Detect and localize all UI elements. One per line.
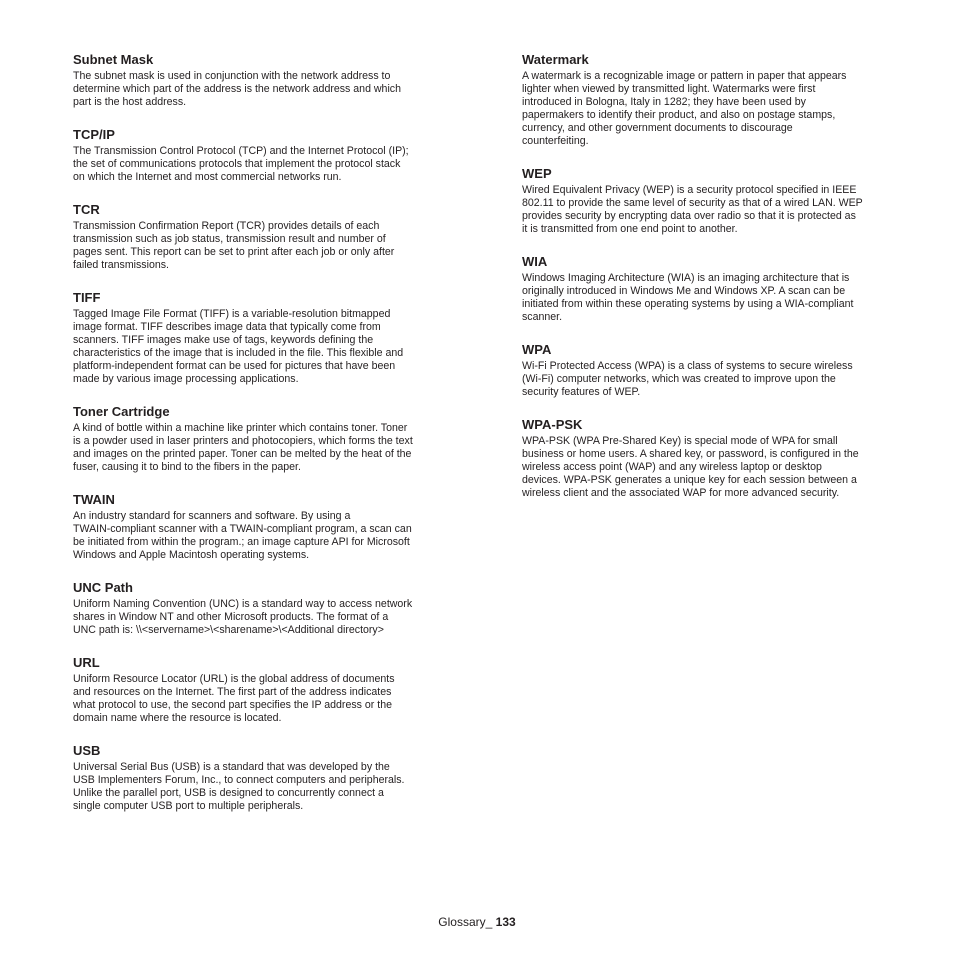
definition-line: what protocol to use, the second part specifies the IP address or the xyxy=(73,699,392,711)
glossary-entry xyxy=(73,404,451,474)
glossary-entry xyxy=(73,655,451,725)
glossary-entry xyxy=(73,52,451,109)
glossary-term: Toner Cartridge xyxy=(73,404,170,419)
glossary-term: TCP/IP xyxy=(73,127,115,142)
definition-line: and images on the printed paper. Toner can be melted by the heat of the xyxy=(73,448,412,460)
definition-line: Unlike the parallel port, USB is designed to concurrently connect a xyxy=(73,787,384,799)
definition-line: Tagged Image File Format (TIFF) is a variable-resolution bitmapped xyxy=(73,308,391,320)
definition-line: Universal Serial Bus (USB) is a standard that was developed by the xyxy=(73,761,390,773)
definition-line: business or home users. A shared key, or password, is configured in the xyxy=(522,448,859,460)
glossary-definition xyxy=(73,598,451,637)
glossary-term: WPA-PSK xyxy=(522,417,583,432)
definition-line: shares in Window NT and other Microsoft products. The format of a xyxy=(73,611,389,623)
glossary-definition xyxy=(73,308,451,386)
definition-line: domain name where the resource is located. xyxy=(73,712,282,724)
definition-line: 802.11 to provide the same level of security as that of a wired LAN. WEP xyxy=(522,197,863,209)
definition-line: part is the host address. xyxy=(73,96,187,108)
definition-line: image format. TIFF describes image data that typically come from xyxy=(73,321,381,333)
page-number: 133 xyxy=(495,915,516,929)
glossary-definition xyxy=(522,184,900,236)
definition-line: initiated from within these operating systems by using a WIA-compliant xyxy=(522,298,854,310)
definition-line: scanner. xyxy=(522,311,563,323)
definition-line: Wired Equivalent Privacy (WEP) is a security protocol specified in IEEE xyxy=(522,184,857,196)
glossary-left-column xyxy=(73,52,451,831)
glossary-entry xyxy=(73,290,451,386)
glossary-definition xyxy=(73,761,451,813)
definition-line: Windows and Apple Macintosh operating systems. xyxy=(73,549,310,561)
definition-line: The Transmission Control Protocol (TCP) and the Internet Protocol (IP); xyxy=(73,145,409,157)
glossary-entry xyxy=(73,492,451,562)
definition-line: originally introduced in Windows Me and Windows XP. A scan can be xyxy=(522,285,846,297)
glossary-entry xyxy=(522,52,900,148)
definition-line: the set of communications protocols that implement the protocol stack xyxy=(73,158,401,170)
definition-line: A kind of bottle within a machine like printer which contains toner. Toner xyxy=(73,422,408,434)
definition-line: failed transmissions. xyxy=(73,259,169,271)
glossary-definition xyxy=(522,360,900,399)
definition-line: be initiated from within the program.; an image capture API for Microsoft xyxy=(73,536,410,548)
definition-line: The subnet mask is used in conjunction with the network address to xyxy=(73,70,391,82)
definition-line: Windows Imaging Architecture (WIA) is an imaging architecture that is xyxy=(522,272,850,284)
glossary-term: URL xyxy=(73,655,100,670)
glossary-definition xyxy=(73,145,451,184)
definition-line: TWAIN-compliant scanner with a TWAIN-compliant program, a scan can xyxy=(73,523,412,535)
glossary-definition xyxy=(73,220,451,272)
definition-line: Uniform Resource Locator (URL) is the global address of documents xyxy=(73,673,395,685)
glossary-entry xyxy=(73,743,451,813)
glossary-term: Subnet Mask xyxy=(73,52,154,67)
definition-line: Wi-Fi Protected Access (WPA) is a class of systems to secure wireless xyxy=(522,360,853,372)
definition-line: and resources on the Internet. The first part of the address indicates xyxy=(73,686,392,698)
glossary-definition xyxy=(522,435,900,500)
glossary-definition xyxy=(73,70,451,109)
definition-line: security features of WEP. xyxy=(522,386,641,398)
definition-line: counterfeiting. xyxy=(522,135,589,147)
definition-line: single computer USB port to multiple peripherals. xyxy=(73,800,304,812)
definition-line: A watermark is a recognizable image or pattern in paper that appears xyxy=(522,70,847,82)
definition-line: characteristics of the image that is included in the file. This flexible and xyxy=(73,347,404,359)
glossary-entry xyxy=(522,254,900,324)
glossary-definition xyxy=(73,510,451,562)
glossary-definition xyxy=(73,422,451,474)
glossary-definition xyxy=(73,673,451,725)
definition-line: devices. WPA-PSK generates a unique key for each session between a xyxy=(522,474,857,486)
definition-line: Transmission Confirmation Report (TCR) provides details of each xyxy=(73,220,380,232)
definition-line: made by various image processing applications. xyxy=(73,373,299,385)
glossary-term: Watermark xyxy=(522,52,589,67)
definition-line: introduced in Bologna, Italy in 1282; they have been used by xyxy=(522,96,806,108)
glossary-term: WEP xyxy=(522,166,552,181)
glossary-term: TWAIN xyxy=(73,492,115,507)
definition-line: is a powder used in laser printers and photocopiers, which forms the text xyxy=(73,435,413,447)
glossary-entry xyxy=(522,166,900,236)
definition-line: it is transmitted from one end point to another. xyxy=(522,223,738,235)
definition-line: lighter when viewed by transmitted light. Watermarks were first xyxy=(522,83,816,95)
definition-line: fuser, causing it to bind to the fibers in the paper. xyxy=(73,461,301,473)
definition-line: (Wi-Fi) computer networks, which was created to improve upon the xyxy=(522,373,836,385)
glossary-entry xyxy=(522,342,900,399)
glossary-entry xyxy=(73,580,451,637)
definition-line: wireless access point (WAP) and any wireless laptop or desktop xyxy=(522,461,822,473)
definition-line: Uniform Naming Convention (UNC) is a standard way to access network xyxy=(73,598,413,610)
glossary-term: UNC Path xyxy=(73,580,133,595)
glossary-right-column xyxy=(522,52,900,518)
definition-line: UNC path is: \\<servername>\<sharename>\<Additional directory> xyxy=(73,624,384,636)
glossary-entry xyxy=(522,417,900,500)
definition-line: pages sent. This report can be set to print after each job or only after xyxy=(73,246,395,258)
definition-line: USB Implementers Forum, Inc., to connect computers and peripherals. xyxy=(73,774,405,786)
definition-line: transmission such as job status, transmission result and number of xyxy=(73,233,386,245)
glossary-entry xyxy=(73,127,451,184)
definition-line: wireless client and the associated WAP for more advanced security. xyxy=(522,487,840,499)
definition-line: papermakers to identify their product, and also on postage stamps, xyxy=(522,109,836,121)
glossary-definition xyxy=(522,70,900,148)
page-footer xyxy=(0,914,954,930)
glossary-entry xyxy=(73,202,451,272)
glossary-term: WPA xyxy=(522,342,552,357)
definition-line: provides security by encrypting data over radio so that it is protected as xyxy=(522,210,856,222)
definition-line: currency, and other government documents to discourage xyxy=(522,122,793,134)
definition-line: scanners. TIFF images make use of tags, keywords defining the xyxy=(73,334,374,346)
definition-line: determine which part of the address is the network address and which xyxy=(73,83,401,95)
glossary-definition xyxy=(522,272,900,324)
glossary-term: USB xyxy=(73,743,101,758)
footer-label: Glossary_ xyxy=(438,915,493,929)
glossary-term: WIA xyxy=(522,254,548,269)
definition-line: on which the Internet and most commercial networks run. xyxy=(73,171,342,183)
glossary-term: TIFF xyxy=(73,290,101,305)
definition-line: An industry standard for scanners and software. By using a xyxy=(73,510,351,522)
definition-line: WPA-PSK (WPA Pre-Shared Key) is special mode of WPA for small xyxy=(522,435,838,447)
definition-line: platform-independent format can be used for pictures that have been xyxy=(73,360,396,372)
glossary-term: TCR xyxy=(73,202,100,217)
